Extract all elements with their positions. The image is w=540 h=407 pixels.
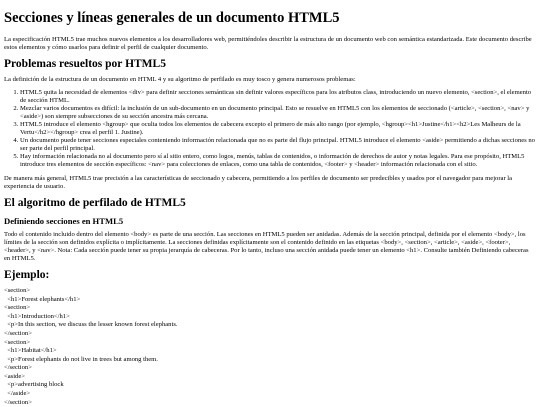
code-line: <p>In this section, we discuss the lesser known forest elephants.: [4, 321, 178, 329]
algorithm-heading: El algoritmo de perfilado de HTML5: [4, 197, 186, 210]
example-heading: Ejemplo:: [4, 269, 50, 282]
code-line: </section>: [4, 364, 32, 372]
code-line: <h1>Forest elephants</h1>: [4, 295, 81, 303]
problems-lead: La definición de la estructura de un documento en HTML 4 y su algoritmo de perfilado es muy tosco y genera numerosos problemas:: [4, 75, 356, 83]
code-line: <p>advertising block: [4, 381, 64, 389]
page-title: Secciones y líneas generales de un documento HTML5: [4, 10, 340, 26]
code-line: <section>: [4, 287, 31, 295]
code-line: <section>: [4, 304, 31, 312]
intro-paragraph: La especificación HTML5 trae muchos nuevos elementos a los desarrolladores web, permitiéndoles describir la estructura de un documento web con semántica estandarizada. Este documento describe estos elementos y cómo usarlos para definir el perfil de cualquier documento.: [4, 35, 532, 51]
code-line: <h1>Habitat</h1>: [4, 347, 57, 355]
code-line: <section>: [4, 338, 31, 346]
problems-closing: De manera más general, HTML5 trae precisión a las características de seccionado y cabecera, permitiendo a los perfiles de documento ser predecibles y usados por el navegador para mejorar la experiencia de usuario.: [4, 175, 513, 191]
list-item: 1. HTML5 quita la necesidad de elementos <div> para definir secciones semánticas sin definir valores específicos para los atributos class, introduciendo un nuevo elemento, <section>, el elemento de sección HTML.: [20, 89, 536, 105]
list-item: 5. Hay información relacionada no al documento pero sí al sitio entero, como logos, menús, tablas de contenidos, o información de derechos de autor y notas legales. Para ese propósito, HTML5 introduce tres elementos de sección específicos: <nav> para colecciones de enlaces, como una tabla de contenidos, <footer> y <header> información relacionada con el sitio.: [20, 153, 536, 169]
list-item: 4. Un documento puede tener secciones especiales conteniendo información relacionada que no es parte del flujo principal. HTML5 introduce el elemento <aside> permitiendo a dichas secciones no ser parte del perfil principal.: [20, 137, 536, 153]
algorithm-body: Todo el contenido incluido dentro del elemento <body> es parte de una sección. Las secciones en HTML5 pueden ser anidadas. Además de la sección principal, definida por el elemento <body>, los límites de la sección son definidos explícita o implícitamente. La secciones definidas explícitamente son el contenido definido en las etiquetas <body>, <section>, <article>, <aside>, <footer>, <header>, y <nav>. Nota: Cada sección puede tener su propia jerarquía de cabeceras. Por lo tanto, incluso una sección anidada puede tener un elemento <h1>. Consulte también Definiendo cabeceras en HTML5.: [4, 230, 529, 262]
problems-heading: Problemas resueltos por HTML5: [4, 57, 166, 70]
code-line: <p>Forest elephants do not live in trees but among them.: [4, 355, 158, 363]
code-line: </section>: [4, 398, 32, 406]
code-line: </section>: [4, 330, 32, 338]
code-line: </aside>: [4, 389, 31, 397]
code-line: <aside>: [4, 372, 25, 380]
code-line: <h1>Introduction</h1>: [4, 312, 70, 320]
list-item: 2. Mezclar varios documentos es difícil: la inclusión de un sub-documento en un documento principal. Esto se resuelve en HTML5 con los elementos de seccionado (<article>, <section>, <nav> y <aside>) son siempre subsecciones de su sección ancestra más cercana.: [20, 105, 536, 121]
algorithm-subheading: Definiendo secciones en HTML5: [4, 215, 124, 226]
problems-list: [4, 89, 536, 169]
example-code-block: [4, 287, 536, 407]
list-item: 3. HTML5 introduce el elemento <hgroup> que oculta todos los elementos de cabecera excepto el primero de más alto rango (por ejemplo, <hgroup><h1>Justine</h1><h2>Les Malheurs de la Vertu</h2></hgroup> crea el perfil 1. Justine).: [20, 121, 536, 137]
